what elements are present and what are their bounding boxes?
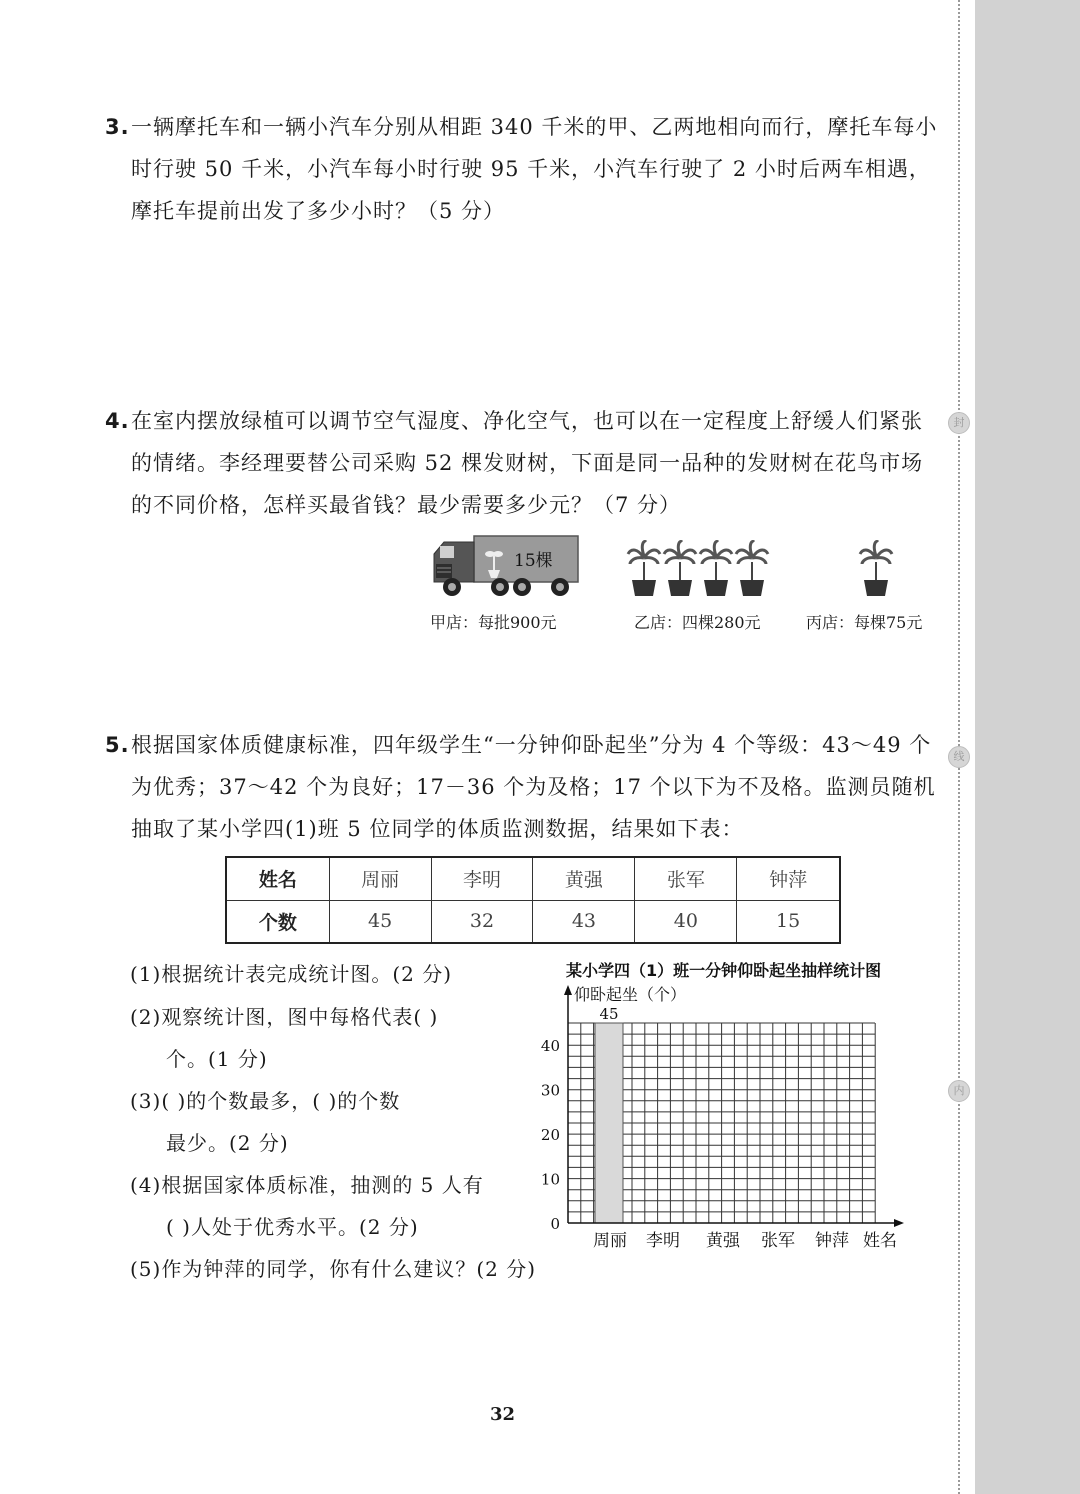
y-tick-label: 0	[550, 1215, 560, 1233]
question-5	[105, 724, 940, 850]
single-plant	[858, 540, 894, 600]
table-row	[226, 900, 840, 943]
x-tick-label: 钟萍	[815, 1231, 849, 1251]
sub-question-4-cont: ( )人处于优秀水平。(2 分)	[166, 1215, 419, 1239]
data-table	[225, 856, 841, 944]
question-3	[105, 106, 940, 232]
binding-mark-2: 线	[948, 746, 970, 768]
binding-mark-3: 内	[948, 1080, 970, 1102]
table-header-cell: 个数	[226, 900, 329, 943]
question-text: 根据国家体质健康标准，四年级学生“一分钟仰卧起坐”分为 4 个等级：43～49 个为优秀；37～42 个为良好；17－36 个为及格；17 个以下为不及格。监测员随机抽取了某小学四(1)班 5 位同学的体质监测数据，结果如下表：	[131, 733, 936, 841]
chart-title: 某小学四（1）班一分钟仰卧起坐抽样统计图	[566, 961, 882, 980]
sub-question-2-cont: 个。(1 分)	[166, 1047, 268, 1071]
table-cell: 45	[329, 900, 431, 943]
binding-mark-1: 封	[948, 412, 970, 434]
truck-label: 15棵	[514, 551, 553, 571]
y-axis-label: 仰卧起坐（个）	[574, 985, 687, 1004]
sub-question-5: (5)作为钟萍的同学，你有什么建议？(2 分)	[130, 1257, 537, 1281]
shop-a-caption: 甲店：每批900元	[430, 613, 557, 632]
x-axis-label: 姓名	[863, 1231, 897, 1251]
table-cell: 32	[431, 900, 533, 943]
sub-question-4: (4)根据国家体质标准，抽测的 5 人有	[130, 1173, 484, 1197]
table-cell: 40	[635, 900, 737, 943]
shop-c-caption: 丙店：每棵75元	[806, 613, 923, 632]
x-tick-label: 李明	[646, 1231, 680, 1251]
table-row	[226, 857, 840, 900]
page-margin-strip	[975, 0, 1080, 1494]
table-header-cell: 姓名	[226, 857, 329, 900]
question-number: 5.	[105, 733, 130, 757]
sub-question-3-cont: 最少。(2 分)	[166, 1131, 289, 1155]
sub-question-3: (3)( )的个数最多，( )的个数	[130, 1089, 401, 1113]
table-cell: 43	[533, 900, 635, 943]
table-cell: 李明	[431, 857, 533, 900]
shop-b-caption: 乙店：四棵280元	[634, 613, 761, 632]
table-cell: 周丽	[329, 857, 431, 900]
y-tick-label: 40	[540, 1037, 560, 1056]
question-4	[105, 400, 940, 526]
bar-chart	[530, 955, 940, 1255]
sub-question-1: (1)根据统计表完成统计图。(2 分)	[130, 962, 453, 986]
y-tick-label: 30	[540, 1081, 560, 1100]
table-cell: 15	[737, 900, 840, 943]
question-number: 4.	[105, 409, 130, 433]
bar	[595, 1023, 623, 1223]
page-number: 32	[490, 1404, 516, 1425]
sub-question-2: (2)观察统计图，图中每格代表( )	[130, 1005, 439, 1029]
y-tick-label: 20	[540, 1126, 560, 1145]
y-tick-label: 10	[540, 1170, 560, 1189]
truck-illustration	[430, 532, 580, 598]
y-axis-arrow-icon	[564, 985, 572, 995]
x-tick-label: 周丽	[593, 1231, 627, 1251]
x-axis-arrow-icon	[894, 1219, 904, 1227]
question-text: 在室内摆放绿植可以调节空气湿度、净化空气，也可以在一定程度上舒缓人们紧张的情绪。李经理要替公司采购 52 棵发财树，下面是同一品种的发财树在花鸟市场的不同价格，怎样买最省钱？最少需要多少元？（7 分）	[131, 409, 924, 517]
data-label: 45	[599, 1005, 619, 1023]
table-cell: 黄强	[533, 857, 635, 900]
table-cell: 钟萍	[737, 857, 840, 900]
table-cell: 张军	[635, 857, 737, 900]
plants-group-of-four	[626, 540, 772, 600]
x-tick-label: 张军	[761, 1231, 795, 1251]
question-number: 3.	[105, 115, 130, 139]
x-tick-label: 黄强	[706, 1231, 740, 1251]
question-text: 一辆摩托车和一辆小汽车分别从相距 340 千米的甲、乙两地相向而行，摩托车每小时行驶 50 千米，小汽车每小时行驶 95 千米，小汽车行驶了 2 小时后两车相遇，摩托车提前出发了多少小时？（5 分）	[131, 115, 938, 223]
